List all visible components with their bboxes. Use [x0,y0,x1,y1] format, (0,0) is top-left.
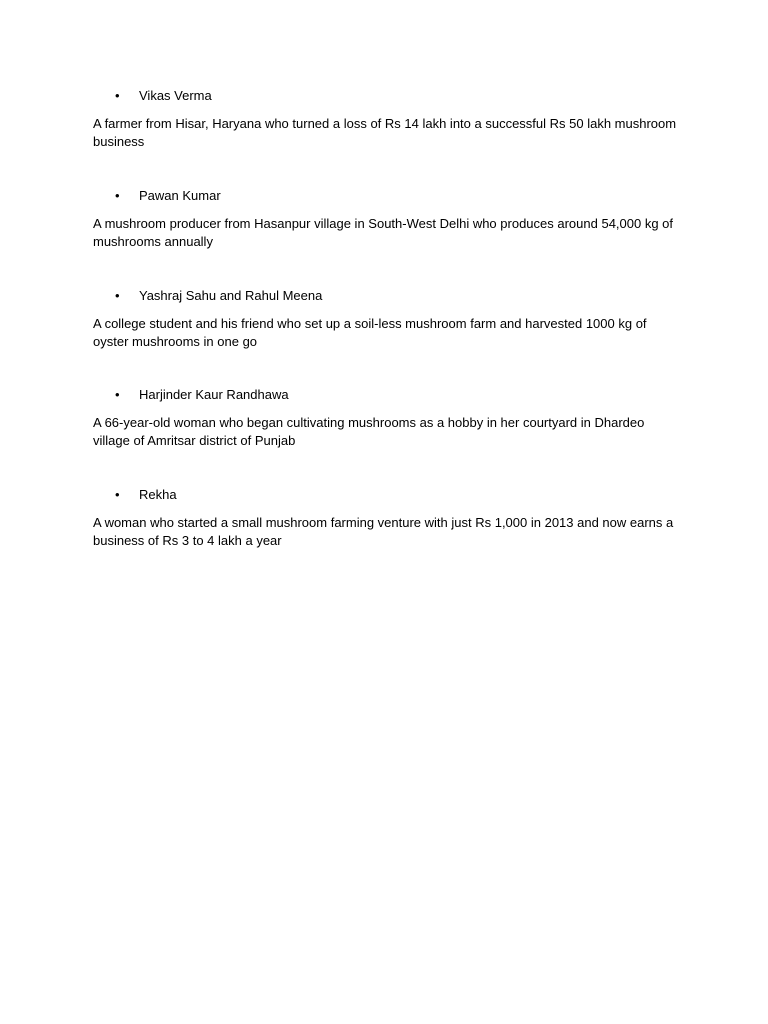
person-description: A farmer from Hisar, Haryana who turned a loss of Rs 14 lakh into a successful Rs 50 lakh mushroom business [93,116,677,149]
list-item [93,386,683,449]
list-item [93,87,683,150]
list-item-heading [93,87,683,105]
bullet-icon: • [115,487,120,502]
list-item-heading [93,187,683,205]
person-name: Rekha [139,487,177,502]
person-description: A woman who started a small mushroom farming venture with just Rs 1,000 in 2013 and now earns a business of Rs 3 to 4 lakh a year [93,515,674,548]
person-name: Yashraj Sahu and Rahul Meena [139,288,323,303]
person-description: A 66-year-old woman who began cultivating mushrooms as a hobby in her courtyard in Dhardeo village of Amritsar district of Punjab [93,415,645,448]
person-name: Pawan Kumar [139,188,221,203]
bullet-icon: • [115,387,120,402]
list-item-heading [93,486,683,504]
person-description: A college student and his friend who set up a soil-less mushroom farm and harvested 1000 kg of oyster mushrooms in one go [93,316,647,349]
person-name: Harjinder Kaur Randhawa [139,387,289,402]
list-item [93,486,683,549]
bullet-icon: • [115,88,120,103]
list-item [93,187,683,250]
list-item [93,287,683,350]
list-item-heading [93,287,683,305]
bullet-icon: • [115,188,120,203]
person-description: A mushroom producer from Hasanpur village in South-West Delhi who produces around 54,000 kg of mushrooms annually [93,216,674,249]
bullet-icon: • [115,288,120,303]
person-name: Vikas Verma [139,88,212,103]
list-item-heading [93,386,683,404]
